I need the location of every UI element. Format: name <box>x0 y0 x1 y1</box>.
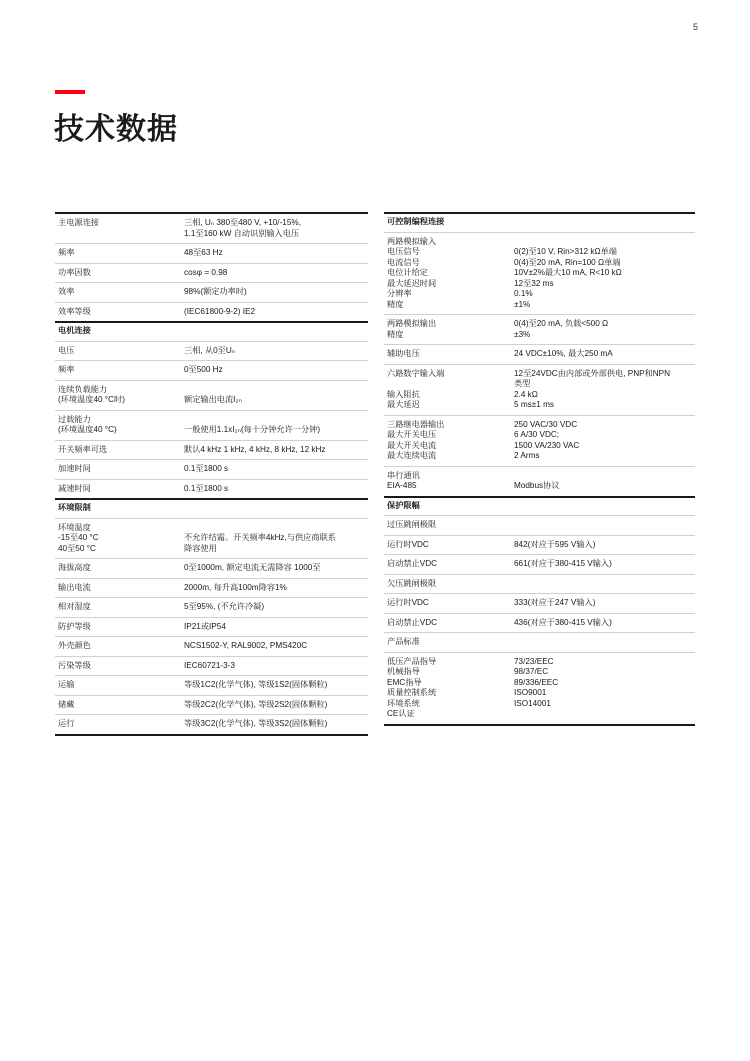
spec-label: 产品标准 <box>387 637 420 646</box>
spec-row <box>384 632 695 652</box>
section-title: 可控制编程连接 <box>387 217 445 226</box>
spec-row <box>384 554 695 574</box>
section-title: 电机连接 <box>58 326 91 335</box>
spec-value: NCS1502-Y, RAL9002, PMS420C <box>184 641 308 650</box>
spec-row <box>55 714 368 736</box>
spec-row <box>384 466 695 496</box>
spec-value: 0.1至1800 s <box>184 483 229 493</box>
spec-value: IEC60721-3-3 <box>184 660 235 670</box>
section-header <box>55 321 368 341</box>
spec-value <box>514 217 695 228</box>
spec-label: 电压 <box>58 345 75 355</box>
spec-value <box>514 520 695 531</box>
spec-row <box>55 410 368 440</box>
spec-label: 效率等级 <box>58 306 91 316</box>
spec-label: 频率 <box>58 248 75 257</box>
spec-label: 启动禁止VDC <box>387 559 438 568</box>
section-title: 保护限幅 <box>387 500 420 510</box>
section-title: 环境限制 <box>58 503 91 512</box>
spec-value: 一般使用1.1xI₂ₙ(每十分钟允许一分钟) <box>184 425 321 434</box>
spec-value: 三相, 从0至Uₙ <box>184 345 236 355</box>
spec-value: 2000m, 每升高100m降容1% <box>184 582 287 592</box>
spec-value: 0至500 Hz <box>184 365 223 374</box>
spec-row <box>384 364 695 415</box>
spec-value: 额定输出电流I₂ₙ <box>184 395 242 404</box>
spec-label: 加速时间 <box>58 464 91 473</box>
spec-row <box>55 518 368 559</box>
spec-row <box>55 263 368 283</box>
spec-label: 欠压跳闸极限 <box>387 578 437 588</box>
spec-label: 六路数字输入端 输入阻抗 最大延迟 <box>387 368 445 409</box>
spec-label: 串行通讯 EIA-485 <box>387 470 420 490</box>
spec-label: 辅助电压 <box>387 349 420 358</box>
spec-row <box>55 243 368 263</box>
spec-value: cosφ = 0.98 <box>184 267 228 277</box>
spec-row <box>55 656 368 676</box>
spec-value: 73/23/EEC 98/37/EC 89/336/EEC ISO9001 ISO14001 <box>514 656 559 708</box>
spec-label: 运行时VDC <box>387 539 429 549</box>
spec-row <box>55 341 368 361</box>
spec-value <box>184 503 368 514</box>
spec-row <box>384 613 695 633</box>
spec-label: 输出电流 <box>58 582 91 592</box>
spec-label: 两路模拟输入 电压信号 电流信号 电位计给定 最大延迟时间 分辨率 精度 <box>387 236 437 309</box>
spec-row <box>384 415 695 466</box>
spec-label: 两路模拟输出 精度 <box>387 319 437 339</box>
spec-label: 效率 <box>58 287 75 296</box>
spec-value: 842(对应于595 V输入) <box>514 539 596 549</box>
spec-row <box>55 597 368 617</box>
spec-row <box>55 360 368 380</box>
spec-value: 等级2C2(化学气体), 等级2S2(固体颗粒) <box>184 699 328 709</box>
spec-label: 环境温度 -15至40 °C 40至50 °C <box>58 522 99 553</box>
spec-value: 333(对应于247 V输入) <box>514 598 596 607</box>
page-number: 5 <box>692 22 698 32</box>
spec-row <box>384 535 695 555</box>
spec-label: 低压产品指导 机械指导 EMC指导 质量控制系统 环境系统 CE认证 <box>387 656 437 718</box>
left-spec-table <box>55 212 368 736</box>
section-header <box>384 496 695 516</box>
spec-row <box>384 515 695 535</box>
spec-value: 0至1000m, 额定电流无需降容 1000至 <box>184 563 321 572</box>
spec-row <box>55 212 368 243</box>
spec-value: 默认4 kHz 1 kHz, 4 kHz, 8 kHz, 12 kHz <box>184 444 326 454</box>
spec-row <box>384 232 695 315</box>
spec-row <box>55 440 368 460</box>
spec-row <box>55 302 368 322</box>
right-spec-table <box>384 212 695 726</box>
spec-label: 污染等级 <box>58 660 91 670</box>
spec-value: 三相, Uₙ 380至480 V, +10/-15%, 1.1至160 kW 自动识别输入电压 <box>184 218 301 238</box>
spec-label: 过载能力 (环境温度40 °C) <box>58 414 117 434</box>
spec-value: 48至63 Hz <box>184 248 223 257</box>
spec-row <box>55 695 368 715</box>
spec-value: IP21或IP54 <box>184 621 226 631</box>
spec-row <box>55 459 368 479</box>
spec-value: (IEC61800-9-2) IE2 <box>184 306 255 316</box>
spec-value: 等级1C2(化学气体), 等级1S2(固体颗粒) <box>184 680 328 689</box>
spec-label: 三路继电器输出 最大开关电压 最大开关电流 最大连续电流 <box>387 419 445 460</box>
spec-value: 0(4)至20 mA, 负载<500 Ω ±3% <box>514 319 609 339</box>
page-title: 技术数据 <box>54 113 178 146</box>
spec-value: 等级3C2(化学气体), 等级3S2(固体颗粒) <box>184 719 328 728</box>
spec-row <box>55 578 368 598</box>
spec-row <box>55 380 368 410</box>
spec-value: 5至95%, (不允许冷凝) <box>184 602 265 611</box>
spec-value <box>514 501 695 512</box>
accent-bar <box>55 90 85 94</box>
spec-label: 连续负载能力 (环境温度40 °C时) <box>58 384 125 404</box>
spec-value: 661(对应于380-415 V输入) <box>514 559 612 568</box>
spec-label: 开关频率可选 <box>58 444 108 454</box>
spec-label: 运行时VDC <box>387 598 429 607</box>
spec-row <box>384 593 695 613</box>
spec-value <box>514 579 695 590</box>
spec-label: 频率 <box>58 365 75 374</box>
spec-label: 运输 <box>58 680 75 689</box>
spec-value: 不允许结霜。开关频率4kHz,与供应商联系 降容使用 <box>184 533 336 553</box>
spec-value: Modbus协议 <box>514 481 560 490</box>
spec-label: 减速时间 <box>58 483 91 493</box>
spec-value: 98%(额定功率时) <box>184 287 247 296</box>
section-header <box>55 498 368 518</box>
spec-row <box>384 574 695 594</box>
spec-label: 启动禁止VDC <box>387 617 438 627</box>
spec-label: 功率因数 <box>58 267 91 277</box>
spec-value: 436(对应于380-415 V输入) <box>514 617 612 627</box>
spec-value <box>514 637 695 648</box>
spec-label: 海拔高度 <box>58 563 91 572</box>
spec-label: 过压跳闸极限 <box>387 520 437 529</box>
spec-row <box>55 675 368 695</box>
spec-label: 运行 <box>58 719 75 728</box>
spec-row <box>384 314 695 344</box>
spec-value: 24 VDC±10%, 最大250 mA <box>514 349 613 358</box>
spec-value: 12至24VDC由内部或外部供电, PNP和NPN 类型 2.4 kΩ 5 ms±1 ms <box>514 368 671 409</box>
spec-row <box>55 617 368 637</box>
spec-value <box>184 326 368 337</box>
spec-label: 防护等级 <box>58 621 91 631</box>
spec-label: 主电源连接 <box>58 218 99 227</box>
spec-row <box>384 344 695 364</box>
spec-row <box>55 636 368 656</box>
spec-row <box>384 652 695 726</box>
spec-row <box>55 558 368 578</box>
spec-row <box>55 479 368 499</box>
spec-value: 0(2)至10 V, Rin>312 kΩ单端 0(4)至20 mA, Rin=100 Ω单端 10V±2%最大10 mA, R<10 kΩ 12至32 ms 0.1% ±1% <box>514 247 622 309</box>
spec-value: 250 VAC/30 VDC 6 A/30 VDC; 1500 VA/230 VAC 2 Arms <box>514 419 580 460</box>
spec-row <box>55 282 368 302</box>
spec-label: 外壳颜色 <box>58 641 91 650</box>
spec-label: 储藏 <box>58 699 75 709</box>
spec-value: 0.1至1800 s <box>184 464 229 473</box>
section-header <box>384 212 695 232</box>
spec-label: 相对湿度 <box>58 602 91 611</box>
